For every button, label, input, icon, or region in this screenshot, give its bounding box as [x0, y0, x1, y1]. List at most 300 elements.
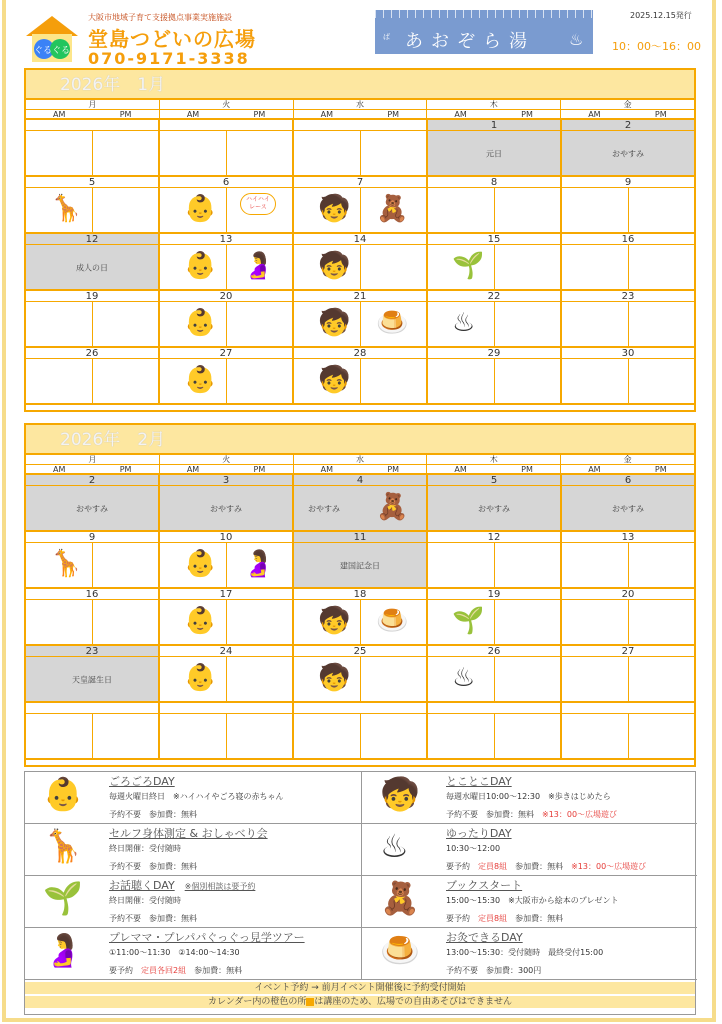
- day-note: 元日: [486, 149, 502, 159]
- onsen-icon: ♨: [380, 827, 409, 865]
- calendar-day[interactable]: [160, 532, 294, 587]
- facility-name: 堂島つどいの広場: [88, 27, 256, 51]
- day-body: [160, 359, 292, 403]
- calendar-day[interactable]: [294, 646, 428, 701]
- day-body: [160, 486, 292, 530]
- calendar-day[interactable]: [562, 120, 694, 175]
- day-body: [562, 188, 694, 232]
- open-hours: 10：00～16：00: [612, 40, 701, 53]
- am-pm-cell: [561, 465, 694, 473]
- day-number: 9: [26, 532, 158, 543]
- am-label: AM: [588, 465, 601, 474]
- sprout-icon: 🌱: [452, 251, 485, 281]
- day-number: 26: [428, 646, 560, 657]
- day-number: 11: [294, 532, 426, 543]
- legend-capacity: 定員8組: [478, 862, 508, 871]
- am-pm-cell: [160, 110, 294, 118]
- legend-detail: 15:00～15:30 ※大阪市から絵本のプレゼント: [446, 896, 619, 905]
- weekday-label: 金: [623, 100, 632, 109]
- day-body: [294, 245, 426, 289]
- day-number: 2: [26, 475, 158, 486]
- pm-label: PM: [253, 465, 266, 474]
- day-number: 30: [562, 348, 694, 359]
- legend-fee: 予約不要 参加費：無料: [109, 862, 197, 871]
- calendar-day[interactable]: [562, 589, 694, 644]
- legend-fee: [109, 965, 242, 976]
- day-number: [26, 703, 158, 714]
- day-number: 1: [428, 120, 560, 131]
- pm-label: PM: [654, 110, 667, 119]
- calendar-day[interactable]: [26, 475, 160, 530]
- legend-detail: 毎週水曜日10:00～12:30 ※歩きはじめたら: [446, 792, 611, 801]
- calendar-day[interactable]: [428, 348, 562, 403]
- calendar-day[interactable]: [26, 646, 160, 701]
- day-note: 成人の日: [76, 263, 108, 273]
- day-body: [562, 486, 694, 530]
- calendar-day[interactable]: [26, 234, 160, 289]
- weekday-label: 水: [294, 455, 428, 464]
- am-pm-cell: [294, 110, 428, 118]
- calendar-week: [26, 646, 694, 703]
- calendar-day[interactable]: [160, 646, 294, 701]
- calendar-january: [24, 68, 696, 412]
- weekday-label: 水: [294, 100, 428, 109]
- legend-fee: [446, 913, 563, 924]
- legend-title: ゆったりDAY: [446, 827, 512, 840]
- day-body: [294, 486, 426, 530]
- pm-label: PM: [387, 110, 400, 119]
- calendar-day[interactable]: [294, 234, 428, 289]
- legend-title: セルフ身体測定 & おしゃべり会: [109, 827, 268, 840]
- baby-icon: 👶: [184, 308, 217, 338]
- mama-icon: 🤰: [242, 251, 275, 281]
- day-number: 25: [294, 646, 426, 657]
- day-body: [294, 600, 426, 644]
- calendar-day[interactable]: [428, 120, 562, 175]
- kid-icon: 🧒: [318, 251, 351, 281]
- day-number: 16: [562, 234, 694, 245]
- weekday-label: 月: [26, 100, 160, 109]
- logo-text: ぐるぐる: [33, 46, 71, 56]
- kid-icon: 🧒: [318, 194, 351, 224]
- onsen-icon: ♨: [452, 308, 476, 338]
- day-body: [428, 600, 560, 644]
- aozorayu-banner: [375, 10, 593, 54]
- calendar-day[interactable]: [428, 177, 562, 232]
- weekday-label: 月: [26, 455, 160, 464]
- day-body: [428, 657, 560, 701]
- day-number: [562, 703, 694, 714]
- calendar-week: [26, 589, 694, 646]
- logo: [22, 12, 82, 64]
- calendar-day[interactable]: [562, 234, 694, 289]
- onsen-icon: ♨: [452, 663, 476, 693]
- calendar-day[interactable]: [428, 646, 562, 701]
- banner-ruler: [375, 10, 593, 18]
- day-number: [294, 703, 426, 714]
- bear-icon: 🧸: [376, 492, 409, 522]
- calendar-day[interactable]: [562, 291, 694, 346]
- calendar-day[interactable]: [160, 291, 294, 346]
- legend-detail: 終日開催：受付随時: [109, 844, 181, 853]
- legend-fee: 予約不要 参加費：300円: [446, 966, 542, 975]
- calendar-day[interactable]: [428, 475, 562, 530]
- am-pm-cell: [26, 465, 160, 473]
- pm-label: PM: [119, 110, 132, 119]
- weekday-label: 木: [427, 455, 561, 464]
- legend-item: [361, 876, 697, 928]
- legend-fee-text: 参加費：無料: [507, 862, 572, 871]
- legend-fee-text: 参加費：無料: [186, 966, 243, 975]
- am-label: AM: [320, 465, 333, 474]
- pm-label: PM: [521, 465, 533, 474]
- day-body: [428, 359, 560, 403]
- day-number: 10: [160, 532, 292, 543]
- am-label: AM: [320, 110, 333, 119]
- day-number: 5: [26, 177, 158, 188]
- kid-icon: 🧒: [318, 365, 351, 395]
- day-body: [160, 302, 292, 346]
- footer-text: は講座のため、広場での自由あそびはできません: [314, 997, 513, 1007]
- calendar-day[interactable]: [26, 532, 160, 587]
- calendar-week: [26, 234, 694, 291]
- day-body: [26, 302, 158, 346]
- day-body: [294, 359, 426, 403]
- am-label: AM: [186, 110, 200, 119]
- baby-icon: 👶: [184, 663, 217, 693]
- day-number: 27: [562, 646, 694, 657]
- footer-line-1: イベント予約 → 前月イベント開催後に予約受付開始: [25, 982, 695, 994]
- calendar-day[interactable]: [26, 589, 160, 644]
- am-label: AM: [454, 110, 467, 119]
- legend-fee-text: 予約不要 参加費：無料: [446, 810, 542, 819]
- calendar-day[interactable]: [160, 120, 294, 175]
- calendar-day[interactable]: [294, 532, 428, 587]
- am-label: AM: [454, 465, 467, 474]
- legend-title: お灸できるDAY: [446, 931, 523, 944]
- calendar-day[interactable]: [294, 703, 428, 758]
- pm-label: PM: [521, 110, 533, 119]
- giraffe-icon: 🦒: [43, 827, 83, 865]
- legend-fee: 予約不要 参加費：無料: [109, 914, 197, 923]
- day-body: [294, 131, 426, 175]
- day-number: 12: [26, 234, 158, 245]
- bear-icon: 🧸: [380, 879, 420, 917]
- day-body: [26, 188, 158, 232]
- weekday-label: 金: [623, 455, 632, 464]
- legend-item: [25, 772, 361, 824]
- baby-icon: 👶: [43, 775, 83, 813]
- kid-icon: 🧒: [318, 663, 351, 693]
- baby-icon: 👶: [184, 606, 217, 636]
- legend-title-note: ※個別相談は要予約: [184, 882, 256, 891]
- day-body: [562, 245, 694, 289]
- legend-title: プレママ・プレパパぐっぐっ見学ツアー: [109, 931, 305, 944]
- org-name: 大阪市地域子育て支援拠点事業実施施設: [88, 13, 232, 22]
- legend-detail: 10:30～12:00: [446, 844, 501, 853]
- calendar-day[interactable]: [26, 348, 160, 403]
- day-number: 7: [294, 177, 426, 188]
- day-number: 13: [160, 234, 292, 245]
- day-body: [26, 600, 158, 644]
- legend-detail: 13:00～15:30：受付随時 最終受付15:00: [446, 948, 604, 957]
- day-number: 8: [428, 177, 560, 188]
- day-number: 22: [428, 291, 560, 302]
- calendar-day[interactable]: [562, 532, 694, 587]
- legend-item: [25, 928, 361, 980]
- day-body: [428, 302, 560, 346]
- calendar-day[interactable]: [26, 291, 160, 346]
- day-body: [562, 543, 694, 587]
- day-note: おやすみ: [308, 504, 340, 514]
- day-number: 6: [160, 177, 292, 188]
- day-number: 5: [428, 475, 560, 486]
- am-pm-cell: [294, 465, 428, 473]
- calendar-day[interactable]: [294, 291, 428, 346]
- giraffe-icon: 🦒: [50, 549, 83, 579]
- sprout-icon: 🌱: [452, 606, 485, 636]
- legend-title: ブックスタート: [446, 879, 523, 892]
- legend-fee-text: 要予約: [446, 914, 478, 923]
- legend-item: [25, 876, 361, 928]
- day-body: [428, 131, 560, 175]
- legend-fee: [446, 861, 646, 872]
- weekday-label: 火: [160, 455, 294, 464]
- calendar-day[interactable]: [26, 120, 160, 175]
- legend-item: [361, 772, 697, 824]
- day-number: 28: [294, 348, 426, 359]
- sprout-icon: 🌱: [43, 879, 83, 917]
- calendar-day[interactable]: [294, 177, 428, 232]
- day-body: [562, 359, 694, 403]
- day-number: 19: [428, 589, 560, 600]
- day-body: [428, 543, 560, 587]
- calendar-day[interactable]: [160, 703, 294, 758]
- day-body: [26, 543, 158, 587]
- pm-label: PM: [119, 465, 132, 474]
- day-body: [26, 486, 158, 530]
- calendar-day[interactable]: [160, 475, 294, 530]
- day-body: [26, 131, 158, 175]
- legend-detail: 終日開催：受付随時: [109, 896, 181, 905]
- calendar-day[interactable]: [562, 475, 694, 530]
- baby-icon: 👶: [184, 194, 217, 224]
- day-note: おやすみ: [478, 504, 510, 514]
- am-pm-cell: [427, 465, 561, 473]
- day-body: [294, 188, 426, 232]
- legend-capacity: 定員8組: [478, 914, 508, 923]
- legend-capacity: 定員各回2組: [141, 966, 187, 975]
- legend-title: とことこDAY: [446, 775, 512, 788]
- day-body: [562, 714, 694, 758]
- calendar-day[interactable]: [428, 703, 562, 758]
- day-number: 14: [294, 234, 426, 245]
- giraffe-icon: 🦒: [50, 194, 83, 224]
- calendar-day[interactable]: [428, 532, 562, 587]
- calendar-february: [24, 423, 696, 767]
- calendar-week: [26, 120, 694, 177]
- day-note: おやすみ: [612, 149, 644, 159]
- phone-number[interactable]: 070-9171-3338: [88, 49, 250, 68]
- day-number: 26: [26, 348, 158, 359]
- day-body: [160, 188, 292, 232]
- calendar-grid: [26, 100, 694, 405]
- weekday-label: 木: [427, 100, 561, 109]
- footer-line-2: [25, 996, 695, 1008]
- day-number: 2: [562, 120, 694, 131]
- day-body: [428, 188, 560, 232]
- calendar-day[interactable]: [160, 177, 294, 232]
- day-number: 6: [562, 475, 694, 486]
- calendar-day[interactable]: [26, 177, 160, 232]
- calendar-day[interactable]: [160, 234, 294, 289]
- calendar-day[interactable]: [294, 348, 428, 403]
- day-number: 4: [294, 475, 426, 486]
- day-number: 19: [26, 291, 158, 302]
- day-number: 12: [428, 532, 560, 543]
- baby-icon: 👶: [184, 549, 217, 579]
- day-number: 15: [428, 234, 560, 245]
- pm-label: PM: [654, 465, 667, 474]
- calendar-day[interactable]: [160, 348, 294, 403]
- day-body: [428, 714, 560, 758]
- calendar-day[interactable]: [562, 646, 694, 701]
- day-body: [562, 600, 694, 644]
- day-body: [562, 657, 694, 701]
- day-number: 27: [160, 348, 292, 359]
- day-body: [160, 714, 292, 758]
- pm-label: PM: [387, 465, 400, 474]
- day-number: 24: [160, 646, 292, 657]
- calendar-day[interactable]: [428, 291, 562, 346]
- kid-icon: 🧒: [318, 308, 351, 338]
- day-number: 18: [294, 589, 426, 600]
- legend-fee-text: 要予約: [446, 862, 478, 871]
- event-bubble: ハイハイ レース: [240, 193, 276, 215]
- day-body: [26, 359, 158, 403]
- day-body: [160, 245, 292, 289]
- calendar-day[interactable]: [562, 348, 694, 403]
- legend-fee-text: 要予約: [109, 966, 141, 975]
- legend-note: ※13：00～広場遊び: [571, 862, 647, 871]
- day-note: おやすみ: [612, 504, 644, 514]
- am-label: AM: [186, 465, 200, 474]
- am-pm-row: [26, 110, 694, 120]
- calendar-day[interactable]: [26, 703, 160, 758]
- calendar-day[interactable]: [562, 177, 694, 232]
- legend-fee: 予約不要 参加費：無料: [109, 810, 197, 819]
- day-number: [160, 120, 292, 131]
- day-number: 20: [160, 291, 292, 302]
- mama-icon: 🤰: [242, 549, 275, 579]
- day-number: [428, 703, 560, 714]
- day-body: [294, 543, 426, 587]
- calendar-day[interactable]: [294, 120, 428, 175]
- am-label: AM: [53, 110, 66, 119]
- calendar-week: [26, 177, 694, 234]
- calendar-day[interactable]: [294, 475, 428, 530]
- legend-title: お話聴くDAY ※個別相談は要予約: [109, 879, 256, 892]
- legend-fee-text: 参加費：無料: [507, 914, 564, 923]
- day-body: [160, 657, 292, 701]
- weekday-label: 火: [160, 100, 294, 109]
- calendar-grid: [26, 455, 694, 760]
- calendar-title: 2026年 2月: [26, 425, 694, 455]
- banner-text: あおぞら湯: [405, 31, 535, 52]
- day-number: 13: [562, 532, 694, 543]
- day-note: おやすみ: [210, 504, 242, 514]
- calendar-day[interactable]: [160, 589, 294, 644]
- day-number: 3: [160, 475, 292, 486]
- calendar-title: 2026年 1月: [26, 70, 694, 100]
- pudding-icon: 🍮: [376, 308, 409, 338]
- bear-icon: 🧸: [376, 194, 409, 224]
- calendar-week: [26, 348, 694, 405]
- day-number: 20: [562, 589, 694, 600]
- day-body: [26, 657, 158, 701]
- header: [0, 0, 722, 66]
- day-number: 17: [160, 589, 292, 600]
- day-number: [26, 120, 158, 131]
- day-body: [160, 131, 292, 175]
- day-note: 建国記念日: [340, 561, 380, 571]
- issue-date: 2025.12.15発行: [630, 11, 692, 20]
- day-body: [294, 302, 426, 346]
- am-pm-row: [26, 465, 694, 475]
- calendar-week: [26, 475, 694, 532]
- calendar-day[interactable]: [562, 703, 694, 758]
- day-body: [562, 302, 694, 346]
- day-body: [26, 714, 158, 758]
- pm-label: PM: [253, 110, 266, 119]
- baby-icon: 👶: [184, 251, 217, 281]
- legend-note: ※13：00～広場遊び: [542, 810, 618, 819]
- banner-label: ば: [383, 33, 390, 41]
- legend-item: [361, 928, 697, 980]
- calendar-week: [26, 703, 694, 760]
- pudding-icon: 🍮: [376, 606, 409, 636]
- day-number: 23: [26, 646, 158, 657]
- day-body: [26, 245, 158, 289]
- calendar-week: [26, 532, 694, 589]
- kid-icon: 🧒: [380, 775, 420, 813]
- footer-text: カレンダー内の橙色の所: [207, 997, 307, 1007]
- day-body: [160, 543, 292, 587]
- day-body: [562, 131, 694, 175]
- day-body: [428, 486, 560, 530]
- legend-fee: [446, 809, 617, 820]
- day-number: 21: [294, 291, 426, 302]
- kid-icon: 🧒: [318, 606, 351, 636]
- day-body: [294, 714, 426, 758]
- legend-item: [361, 824, 697, 876]
- calendar-day[interactable]: [428, 234, 562, 289]
- pudding-icon: 🍮: [380, 931, 420, 969]
- legend-title: ごろごろDAY: [109, 775, 175, 788]
- legend-detail: ①11:00～11:30 ②14:00～14:30: [109, 948, 240, 957]
- event-legend: [24, 771, 696, 1015]
- calendar-day[interactable]: [428, 589, 562, 644]
- weekday-header-row: [26, 455, 694, 465]
- am-pm-cell: [160, 465, 294, 473]
- calendar-day[interactable]: [294, 589, 428, 644]
- am-label: AM: [588, 110, 601, 119]
- day-body: [160, 600, 292, 644]
- hot-spring-icon: ♨: [569, 30, 584, 49]
- day-number: [160, 703, 292, 714]
- am-pm-cell: [561, 110, 694, 118]
- day-number: 16: [26, 589, 158, 600]
